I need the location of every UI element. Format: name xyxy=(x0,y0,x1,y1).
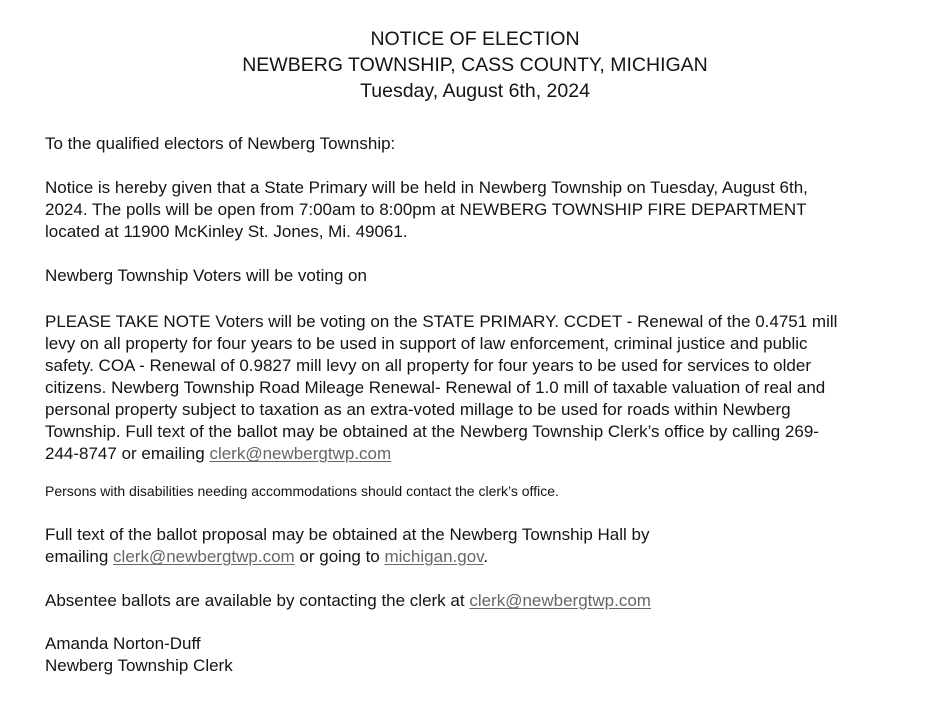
text-line xyxy=(45,399,905,421)
document-header xyxy=(45,26,905,104)
text-run: . xyxy=(483,547,489,566)
notice-subtitle: NEWBERG TOWNSHIP, CASS COUNTY, MICHIGAN xyxy=(242,54,708,76)
take-note-paragraph xyxy=(45,311,905,465)
text-line xyxy=(45,311,905,333)
full-text-paragraph xyxy=(45,524,905,568)
text-line xyxy=(45,377,905,399)
text-line xyxy=(45,633,905,655)
clerk-email-link[interactable]: clerk@newbergtwp.com xyxy=(469,591,651,610)
absentee-paragraph xyxy=(45,590,905,612)
clerk-email-link[interactable]: clerk@newbergtwp.com xyxy=(209,444,392,463)
text-run: Newberg Township Clerk xyxy=(45,656,233,675)
text-line xyxy=(45,421,905,443)
text-line xyxy=(45,590,905,612)
text-line xyxy=(45,524,905,546)
text-line xyxy=(45,221,905,243)
salutation-paragraph xyxy=(45,133,905,155)
text-line xyxy=(45,199,905,221)
text-run: levy on all property for four years to be used in support of law enforcement, criminal justice and public xyxy=(45,334,808,353)
text-run: Amanda Norton-Duff xyxy=(45,634,201,653)
text-run: emailing xyxy=(45,547,114,566)
text-run: located at 11900 McKinley St. Jones, Mi. 49061. xyxy=(45,222,408,241)
text-run: personal property subject to taxation as an extra-voted millage to be used for roads within Newberg xyxy=(45,400,791,419)
text-line xyxy=(45,265,905,287)
text-run: PLEASE TAKE NOTE Voters will be voting on the STATE PRIMARY. CCDET - Renewal of the 0.4751 mill xyxy=(45,312,838,331)
text-run: or going to xyxy=(294,547,385,566)
text-line xyxy=(45,443,905,465)
accessibility-paragraph xyxy=(45,482,905,500)
text-line xyxy=(45,546,905,568)
text-run: Persons with disabilities needing accommodations should contact the clerk’s office. xyxy=(45,483,559,499)
text-run: Absentee ballots are available by contacting the clerk at xyxy=(45,591,470,610)
text-run: safety. COA - Renewal of 0.9827 mill levy on all property for four years to be used for services to older xyxy=(45,356,811,375)
election-notice-paragraph xyxy=(45,177,905,243)
text-line xyxy=(45,333,905,355)
text-line xyxy=(45,655,905,677)
text-line xyxy=(45,482,905,500)
notice-title: NOTICE OF ELECTION xyxy=(370,28,580,50)
clerk-email-link[interactable]: clerk@newbergtwp.com xyxy=(113,547,295,566)
text-run: Notice is hereby given that a State Primary will be held in Newberg Township on Tuesday, August 6th, xyxy=(45,178,808,197)
text-line xyxy=(45,133,905,155)
text-line xyxy=(45,177,905,199)
text-line xyxy=(45,355,905,377)
text-run: To the qualified electors of Newberg Township: xyxy=(45,134,396,153)
text-run: 2024. The polls will be open from 7:00am to 8:00pm at NEWBERG TOWNSHIP FIRE DEPARTMENT xyxy=(45,200,807,219)
text-run: Full text of the ballot proposal may be obtained at the Newberg Township Hall by xyxy=(45,525,650,544)
signature-block xyxy=(45,633,905,677)
text-run: Township. Full text of the ballot may be obtained at the Newberg Township Clerk’s office by calling 269- xyxy=(45,422,819,441)
text-run: 244-8747 or emailing xyxy=(45,444,210,463)
voting-on-paragraph xyxy=(45,265,905,287)
michigan-gov-link[interactable]: michigan.gov xyxy=(384,547,484,566)
text-run: Newberg Township Voters will be voting on xyxy=(45,266,367,285)
text-run: citizens. Newberg Township Road Mileage Renewal- Renewal of 1.0 mill of taxable valuation of real and xyxy=(45,378,826,397)
notice-date: Tuesday, August 6th, 2024 xyxy=(360,80,590,102)
